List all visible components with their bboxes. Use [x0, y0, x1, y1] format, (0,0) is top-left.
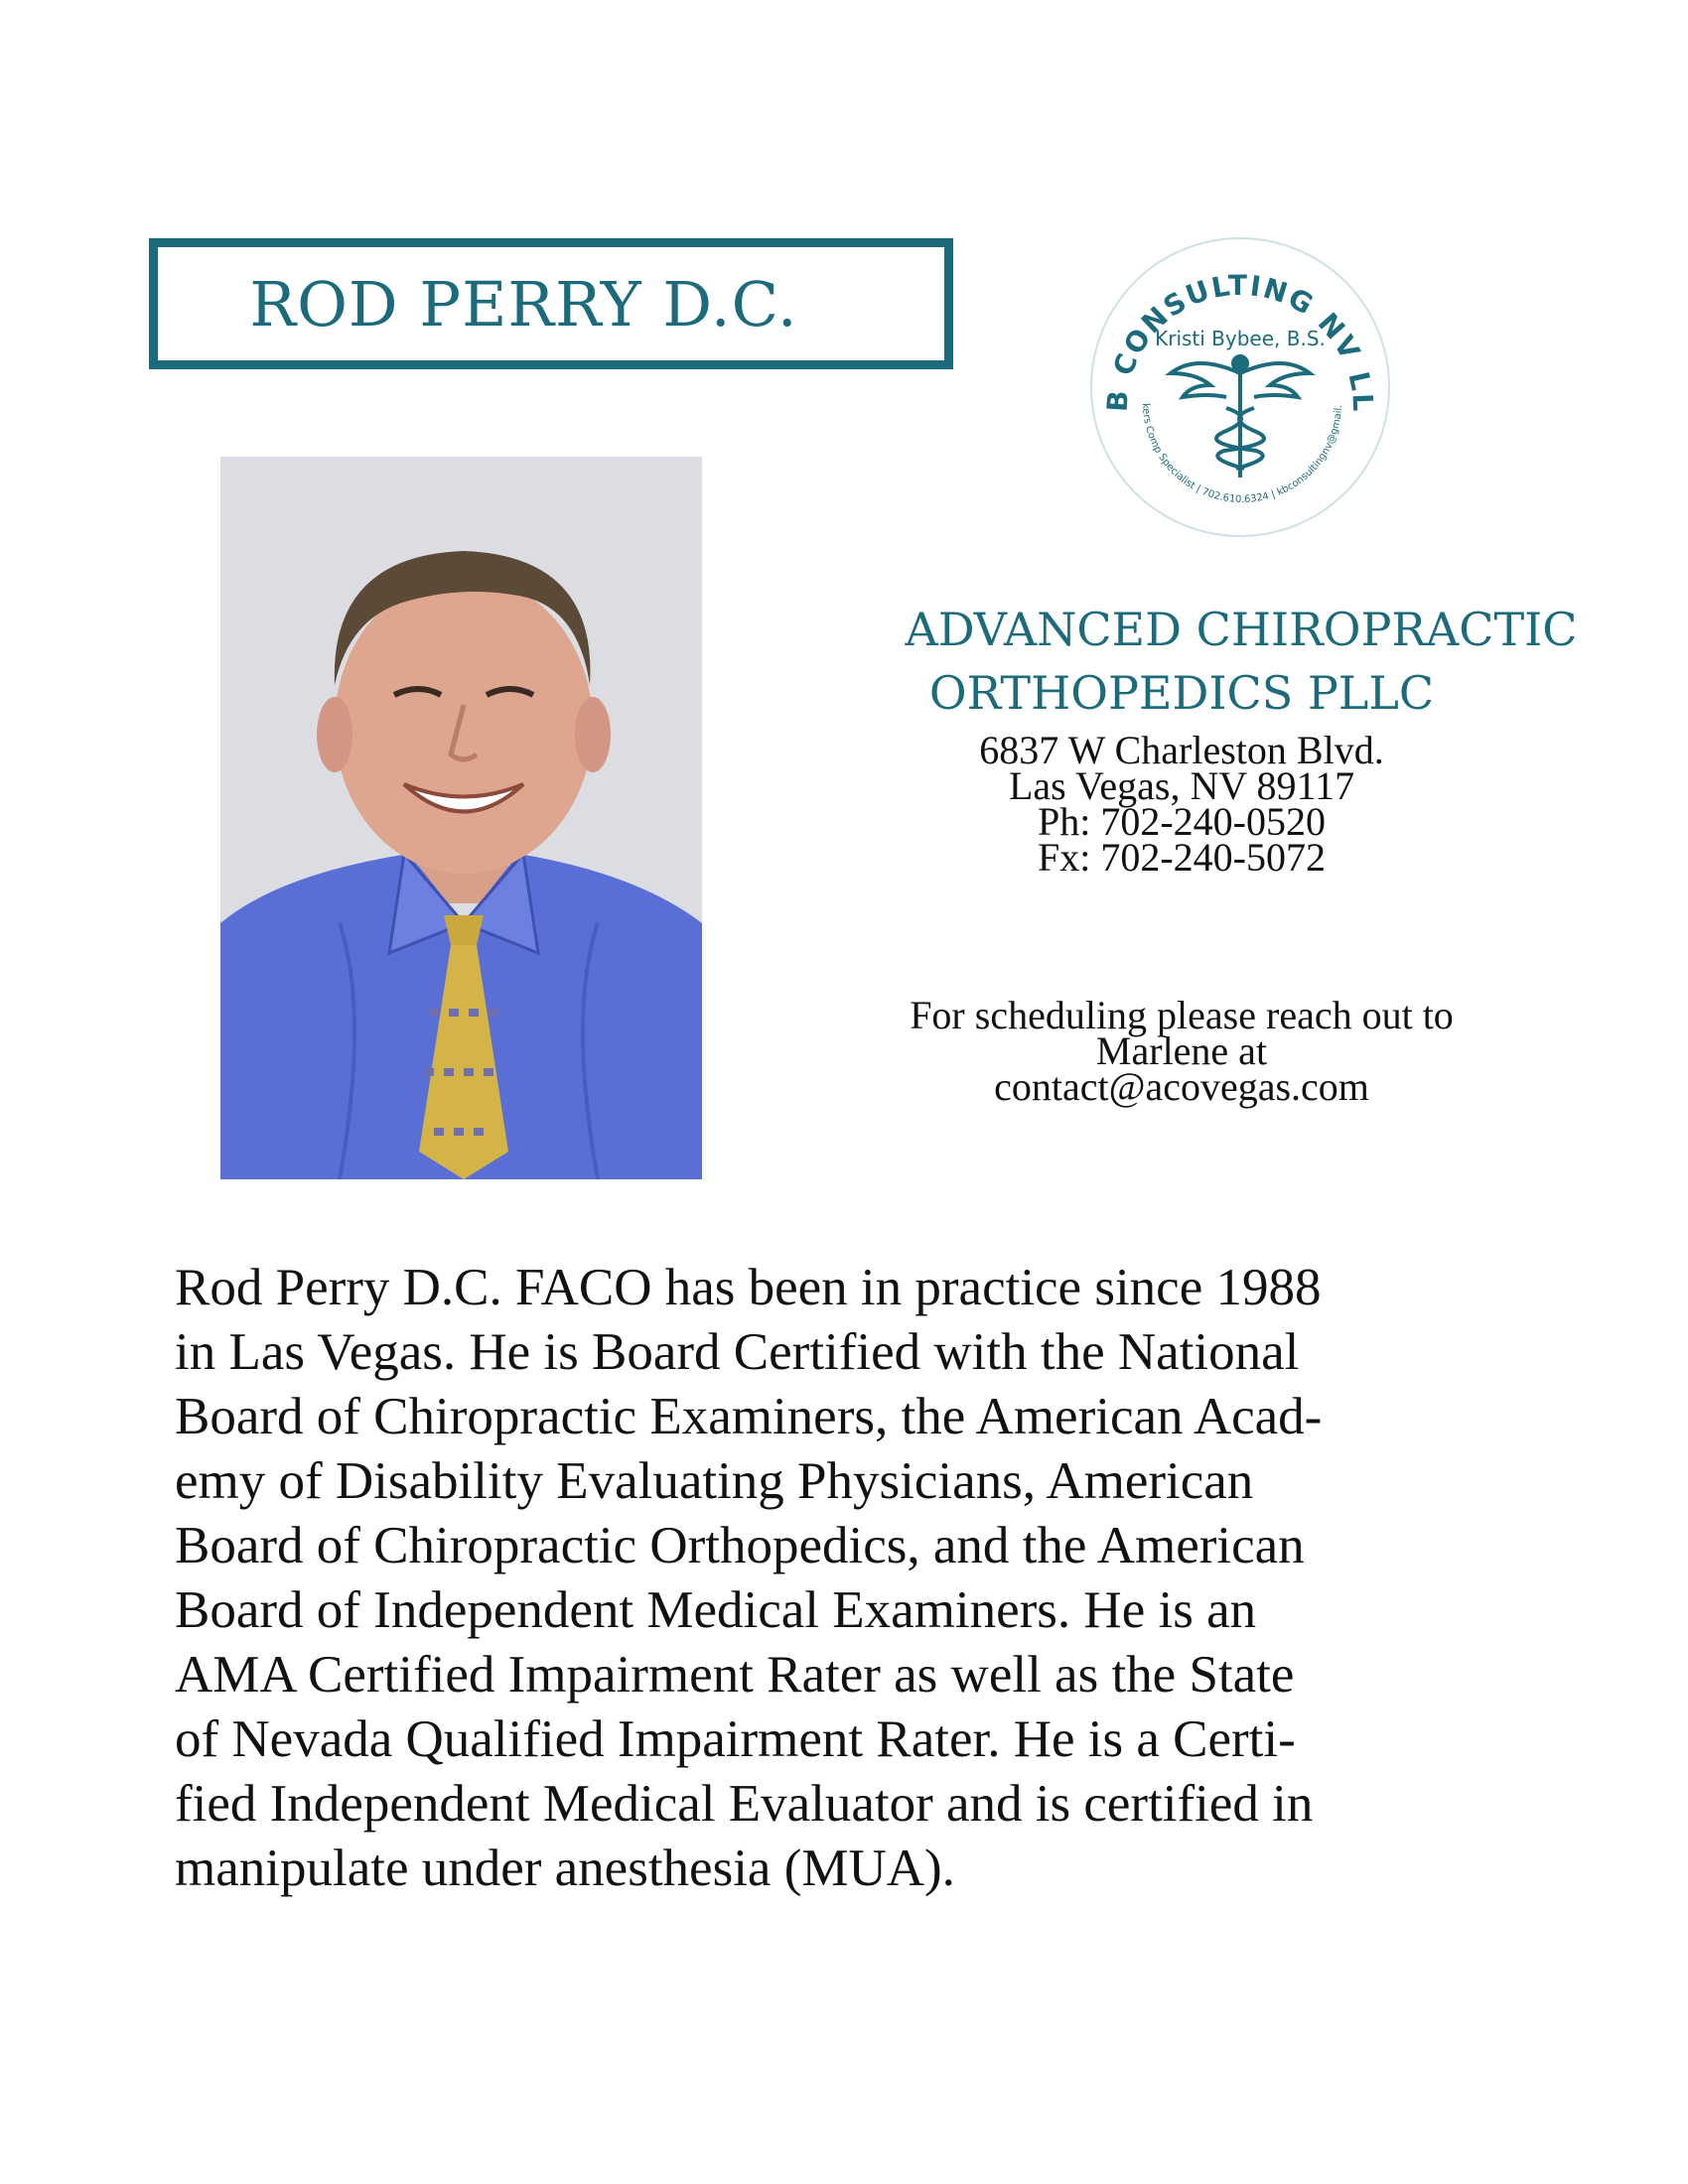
- bio-line: fied Independent Medical Evaluator and is certified in: [175, 1775, 1314, 1833]
- title-box: [149, 238, 953, 369]
- doctor-portrait-photo: [220, 457, 702, 1179]
- scheduling-line1: For scheduling please reach out to: [910, 993, 1454, 1037]
- kb-consulting-logo: [1087, 234, 1393, 540]
- address-line1: 6837 W Charleston Blvd.: [979, 728, 1384, 772]
- scheduling-email[interactable]: contact@acovegas.com: [994, 1064, 1369, 1109]
- practice-name-line1: ADVANCED CHIROPRACTIC: [905, 603, 1578, 656]
- bio-line: in Las Vegas. He is Board Certified with the National: [175, 1323, 1300, 1381]
- address-line2: Las Vegas, NV 89117: [1008, 763, 1355, 808]
- practice-name: [715, 598, 1688, 725]
- phone-number: Ph: 702-240-0520: [1038, 799, 1326, 844]
- logo-arc-text: B CONSULTING NV LL: [1100, 268, 1380, 414]
- practice-name-line2: ORTHOPEDICS PLLC: [928, 666, 1435, 720]
- portrait-illustration: [220, 457, 702, 1179]
- page-title: ROD PERRY D.C.: [249, 267, 798, 341]
- bio-line: Rod Perry D.C. FACO has been in practice since 1988: [175, 1259, 1322, 1316]
- bio-line: of Nevada Qualified Impairment Rater. He is a Certi-: [175, 1710, 1296, 1768]
- logo-ring-text: kers Comp Specialist | 702.610.6324 | kbconsultingnv@gmail.: [1139, 402, 1344, 506]
- practice-contact: [715, 728, 1648, 880]
- scheduling-line2: Marlene at: [1095, 1028, 1268, 1073]
- caduceus-icon: [1171, 356, 1310, 478]
- bio-line: emy of Disability Evaluating Physicians, American: [175, 1452, 1254, 1510]
- fax-number: Fx: 702-240-5072: [1038, 835, 1326, 880]
- scheduling-info: [715, 993, 1648, 1109]
- logo-name: Kristi Bybee, B.S.: [1155, 327, 1326, 350]
- bio-line: Board of Chiropractic Orthopedics, and the American: [175, 1517, 1305, 1574]
- bio-line: Board of Independent Medical Examiners. He is an: [175, 1581, 1257, 1639]
- bio-line: AMA Certified Impairment Rater as well as the State: [175, 1646, 1295, 1704]
- bio-line: Board of Chiropractic Examiners, the American Acad-: [175, 1388, 1323, 1445]
- biography: [175, 1256, 1585, 1901]
- bio-line: manipulate under anesthesia (MUA).: [175, 1840, 955, 1897]
